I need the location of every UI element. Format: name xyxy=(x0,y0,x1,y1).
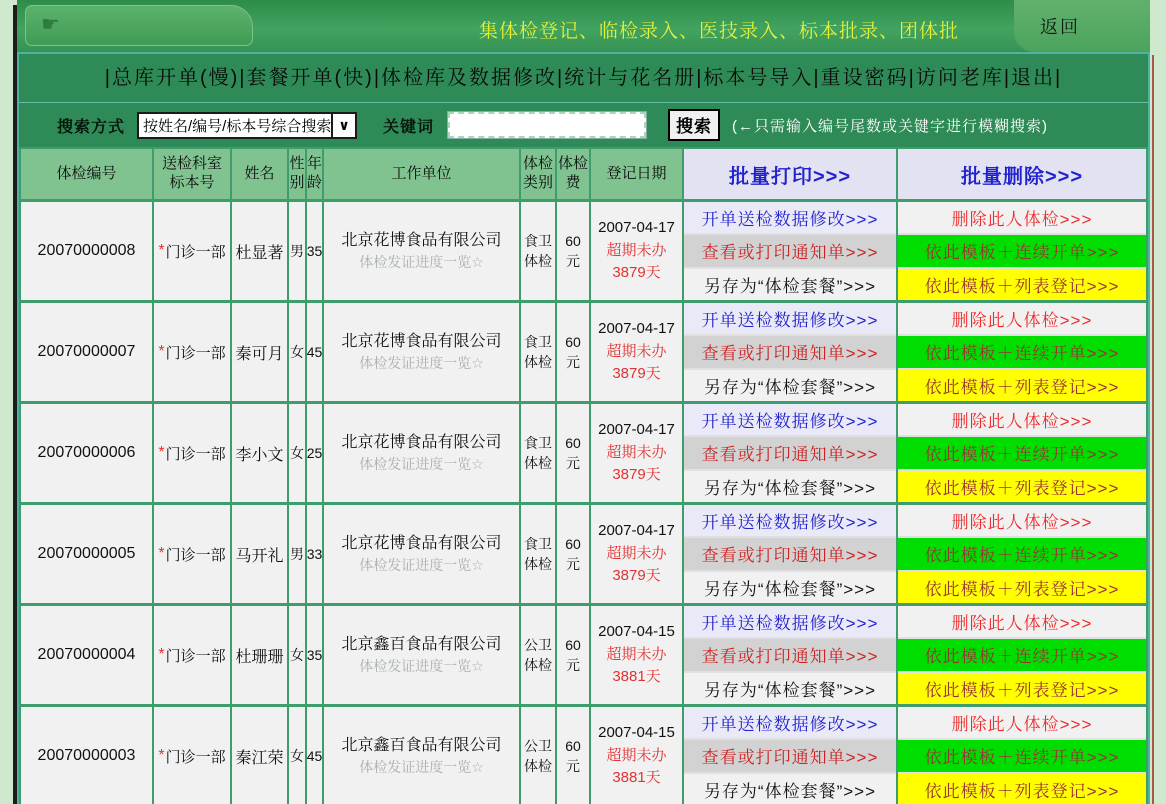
view-print-notice-button[interactable]: 查看或打印通知单>>> xyxy=(684,336,896,367)
header-type-line2: 类别 xyxy=(522,174,553,191)
delete-actions-cell xyxy=(898,404,1146,502)
exam-type-cell xyxy=(521,707,555,804)
required-asterisk: * xyxy=(158,444,165,461)
view-print-notice-button[interactable]: 查看或打印通知单>>> xyxy=(684,437,896,468)
exam-type-line2: 体检 xyxy=(524,657,552,673)
header-name: 姓名 xyxy=(232,149,287,199)
print-actions-cell xyxy=(684,303,896,401)
print-actions-cell xyxy=(684,202,896,300)
menu-item-1[interactable]: 总库开单(慢) xyxy=(111,67,240,89)
header-fee xyxy=(557,149,589,199)
exam-id-cell: 20070000007 xyxy=(21,303,152,401)
batch-print-button[interactable]: 批量打印>>> xyxy=(684,149,896,199)
keyword-label: 关键词 xyxy=(383,118,435,136)
template-list-register-button[interactable]: 依此模板＋列表登记>>> xyxy=(898,269,1146,300)
dept-value: 门诊一部 xyxy=(165,445,226,463)
window-tab xyxy=(25,5,253,46)
overdue-status: 超期未办 xyxy=(606,544,667,562)
company-name: 北京鑫百食品有限公司 xyxy=(341,737,502,755)
template-list-register-button[interactable]: 依此模板＋列表登记>>> xyxy=(898,370,1146,401)
back-button-area xyxy=(1014,0,1150,52)
company-cell xyxy=(324,606,519,704)
reg-date-cell xyxy=(591,303,682,401)
exam-type-cell xyxy=(521,202,555,300)
search-hint: (←只需输入编号尾数或关键字进行模糊搜索) xyxy=(732,117,1049,135)
exam-id-cell: 20070000008 xyxy=(21,202,152,300)
overdue-status: 超期未办 xyxy=(606,342,667,360)
exam-id-cell: 20070000005 xyxy=(21,505,152,603)
reg-date-value: 2007-04-15 xyxy=(598,724,675,742)
progress-link[interactable]: 体检发证进度一览☆ xyxy=(359,456,484,473)
fee-cell xyxy=(557,202,589,300)
dept-value: 门诊一部 xyxy=(165,546,226,564)
table-body xyxy=(21,202,1146,804)
template-continue-button[interactable]: 依此模板＋连续开单>>> xyxy=(898,336,1146,367)
reg-date-cell xyxy=(591,707,682,804)
menu-item-5[interactable]: 标本号导入 xyxy=(703,67,814,89)
header-fee-line2: 费 xyxy=(565,174,581,191)
fee-cell xyxy=(557,303,589,401)
view-print-notice-button[interactable]: 查看或打印通知单>>> xyxy=(684,639,896,670)
delete-actions-cell xyxy=(898,606,1146,704)
delete-person-button[interactable]: 删除此人体检>>> xyxy=(898,404,1146,435)
dept-cell xyxy=(154,505,230,603)
exam-type-line2: 体检 xyxy=(524,354,552,370)
edit-order-button[interactable]: 开单送检数据修改>>> xyxy=(684,606,896,637)
fee-amount: 60 xyxy=(565,737,581,754)
company-cell xyxy=(324,303,519,401)
dept-value: 门诊一部 xyxy=(165,647,226,665)
header-gender-line2: 别 xyxy=(289,174,305,191)
view-print-notice-button[interactable]: 查看或打印通知单>>> xyxy=(684,538,896,569)
exam-id-cell: 20070000004 xyxy=(21,606,152,704)
exam-type-line2: 体检 xyxy=(524,455,552,471)
fee-cell xyxy=(557,505,589,603)
reg-date-cell xyxy=(591,505,682,603)
exam-type-cell xyxy=(521,606,555,704)
gender-cell: 男 xyxy=(289,202,305,300)
company-name: 北京鑫百食品有限公司 xyxy=(341,636,502,654)
age-cell: 25 xyxy=(307,404,322,502)
exam-type-line1: 食卫 xyxy=(524,535,552,552)
header-dept-specimen xyxy=(154,149,230,199)
save-as-package-button[interactable]: 另存为“体检套餐”>>> xyxy=(684,269,896,300)
search-button[interactable]: 搜索 xyxy=(668,109,720,141)
template-continue-button[interactable]: 依此模板＋连续开单>>> xyxy=(898,639,1146,670)
delete-person-button[interactable]: 删除此人体检>>> xyxy=(898,707,1146,738)
app-window xyxy=(17,0,1150,804)
overdue-days: 3879天 xyxy=(612,567,661,585)
exam-type-cell xyxy=(521,404,555,502)
top-bar xyxy=(17,0,1150,52)
reg-date-value: 2007-04-17 xyxy=(598,421,675,439)
menu-item-7[interactable]: 访问老库 xyxy=(915,67,1004,89)
fee-unit: 元 xyxy=(566,253,580,269)
header-fee-line1: 体检 xyxy=(557,155,588,173)
overdue-status: 超期未办 xyxy=(606,241,667,259)
required-asterisk: * xyxy=(158,343,165,360)
header-dept-line1: 送检科室 xyxy=(161,155,222,173)
progress-link[interactable]: 体检发证进度一览☆ xyxy=(359,557,484,574)
table-row xyxy=(21,606,1146,704)
template-list-register-button[interactable]: 依此模板＋列表登记>>> xyxy=(898,774,1146,804)
right-border-line xyxy=(1152,55,1154,804)
delete-actions-cell xyxy=(898,505,1146,603)
edit-order-button[interactable]: 开单送检数据修改>>> xyxy=(684,707,896,738)
age-cell: 45 xyxy=(307,303,322,401)
reg-date-value: 2007-04-17 xyxy=(598,522,675,540)
reg-date-value: 2007-04-17 xyxy=(598,320,675,338)
name-cell: 马开礼 xyxy=(232,505,287,603)
progress-link[interactable]: 体检发证进度一览☆ xyxy=(359,759,484,776)
fee-amount: 60 xyxy=(565,535,581,552)
progress-link[interactable]: 体检发证进度一览☆ xyxy=(359,355,484,372)
exam-type-line1: 食卫 xyxy=(524,333,552,350)
header-dept-line2: 标本号 xyxy=(169,174,215,191)
fee-amount: 60 xyxy=(565,232,581,249)
delete-actions-cell xyxy=(898,303,1146,401)
edit-order-button[interactable]: 开单送检数据修改>>> xyxy=(684,303,896,334)
menu-item-6[interactable]: 重设密码 xyxy=(820,67,909,89)
overdue-status: 超期未办 xyxy=(606,645,667,663)
exam-type-line2: 体检 xyxy=(524,556,552,572)
delete-person-button[interactable]: 删除此人体检>>> xyxy=(898,606,1146,637)
fee-unit: 元 xyxy=(566,657,580,673)
gender-cell: 女 xyxy=(289,606,305,704)
company-cell xyxy=(324,707,519,804)
fee-amount: 60 xyxy=(565,434,581,451)
fee-amount: 60 xyxy=(565,333,581,350)
dept-cell xyxy=(154,202,230,300)
edit-order-button[interactable]: 开单送检数据修改>>> xyxy=(684,505,896,536)
menu-item-4[interactable]: 统计与花名册 xyxy=(564,67,697,89)
dept-value: 门诊一部 xyxy=(165,344,226,362)
dept-cell xyxy=(154,606,230,704)
exam-id-cell: 20070000003 xyxy=(21,707,152,804)
view-print-notice-button[interactable]: 查看或打印通知单>>> xyxy=(684,740,896,771)
required-asterisk: * xyxy=(158,646,165,663)
header-reg-date: 登记日期 xyxy=(591,149,682,199)
page-title: 集体检登记、临检录入、医技录入、标本批录、团体批 xyxy=(479,21,960,42)
search-mode-label: 搜索方式 xyxy=(57,118,126,136)
name-cell: 李小文 xyxy=(232,404,287,502)
exam-id-cell: 20070000006 xyxy=(21,404,152,502)
fee-cell xyxy=(557,606,589,704)
dept-cell xyxy=(154,707,230,804)
gender-cell: 男 xyxy=(289,505,305,603)
batch-delete-button[interactable]: 批量删除>>> xyxy=(898,149,1146,199)
header-company: 工作单位 xyxy=(324,149,519,199)
header-gender-line1: 性 xyxy=(289,155,305,173)
fee-unit: 元 xyxy=(566,758,580,774)
fee-cell xyxy=(557,707,589,804)
view-print-notice-button[interactable]: 查看或打印通知单>>> xyxy=(684,235,896,266)
template-list-register-button[interactable]: 依此模板＋列表登记>>> xyxy=(898,471,1146,502)
header-age-line1: 年 xyxy=(307,155,323,173)
fee-unit: 元 xyxy=(566,354,580,370)
exam-type-cell xyxy=(521,303,555,401)
menu-item-8[interactable]: 退出 xyxy=(1011,67,1056,89)
save-as-package-button[interactable]: 另存为“体检套餐”>>> xyxy=(684,673,896,704)
delete-person-button[interactable]: 删除此人体检>>> xyxy=(898,303,1146,334)
progress-link[interactable]: 体检发证进度一览☆ xyxy=(359,254,484,271)
table-row xyxy=(21,202,1146,300)
fee-amount: 60 xyxy=(565,636,581,653)
dept-cell xyxy=(154,404,230,502)
name-cell: 秦江荣 xyxy=(232,707,287,804)
table-row xyxy=(21,707,1146,804)
header-exam-type xyxy=(521,149,555,199)
print-actions-cell xyxy=(684,505,896,603)
delete-actions-cell xyxy=(898,707,1146,804)
required-asterisk: * xyxy=(158,545,165,562)
overdue-status: 超期未办 xyxy=(606,443,667,461)
reg-date-value: 2007-04-17 xyxy=(598,219,675,237)
company-name: 北京花博食品有限公司 xyxy=(341,333,502,351)
company-cell xyxy=(324,404,519,502)
header-age xyxy=(307,149,322,199)
template-continue-button[interactable]: 依此模板＋连续开单>>> xyxy=(898,235,1146,266)
reg-date-cell xyxy=(591,404,682,502)
edit-order-button[interactable]: 开单送检数据修改>>> xyxy=(684,404,896,435)
reg-date-cell xyxy=(591,202,682,300)
table-row xyxy=(21,303,1146,401)
print-actions-cell xyxy=(684,606,896,704)
required-asterisk: * xyxy=(158,242,165,259)
table-row xyxy=(21,404,1146,502)
name-cell: 杜显著 xyxy=(232,202,287,300)
dropdown-arrow-icon[interactable]: ∨ xyxy=(331,114,355,137)
overdue-days: 3881天 xyxy=(612,668,661,686)
print-actions-cell xyxy=(684,404,896,502)
company-name: 北京花博食品有限公司 xyxy=(341,434,502,452)
main-panel xyxy=(17,52,1150,804)
overdue-days: 3879天 xyxy=(612,264,661,282)
exam-type-line2: 体检 xyxy=(524,253,552,269)
company-cell xyxy=(324,505,519,603)
exam-type-line1: 公卫 xyxy=(524,636,552,653)
company-cell xyxy=(324,202,519,300)
save-as-package-button[interactable]: 另存为“体检套餐”>>> xyxy=(684,471,896,502)
print-actions-cell xyxy=(684,707,896,804)
table-row xyxy=(21,505,1146,603)
hand-pointer-icon: ☛ xyxy=(41,13,60,36)
dept-value: 门诊一部 xyxy=(165,748,226,766)
header-gender xyxy=(289,149,305,199)
save-as-package-button[interactable]: 另存为“体检套餐”>>> xyxy=(684,774,896,804)
reg-date-value: 2007-04-15 xyxy=(598,623,675,641)
menu-item-3[interactable]: 体检库及数据修改 xyxy=(381,67,558,89)
header-type-line1: 体检 xyxy=(522,155,553,173)
menu-item-2[interactable]: 套餐开单(快) xyxy=(246,67,374,89)
company-name: 北京花博食品有限公司 xyxy=(341,232,502,250)
fee-unit: 元 xyxy=(566,556,580,572)
dept-cell xyxy=(154,303,230,401)
fee-cell xyxy=(557,404,589,502)
gender-cell: 女 xyxy=(289,404,305,502)
name-cell: 杜珊珊 xyxy=(232,606,287,704)
records-table xyxy=(19,147,1148,804)
search-mode-value: 按姓名/编号/标本号综合搜索 xyxy=(143,117,332,135)
gender-cell: 女 xyxy=(289,707,305,804)
template-continue-button[interactable]: 依此模板＋连续开单>>> xyxy=(898,740,1146,771)
overdue-days: 3879天 xyxy=(612,466,661,484)
age-cell: 33 xyxy=(307,505,322,603)
table-header-row xyxy=(21,149,1146,199)
template-list-register-button[interactable]: 依此模板＋列表登记>>> xyxy=(898,673,1146,704)
name-cell: 秦可月 xyxy=(232,303,287,401)
menu-bar: |总库开单(慢)|套餐开单(快)|体检库及数据修改|统计与花名册|标本号导入|重设密码|访问老库|退出| xyxy=(104,67,1063,89)
template-continue-button[interactable]: 依此模板＋连续开单>>> xyxy=(898,437,1146,468)
age-cell: 45 xyxy=(307,707,322,804)
header-age-line2: 龄 xyxy=(307,174,323,191)
age-cell: 35 xyxy=(307,202,322,300)
gender-cell: 女 xyxy=(289,303,305,401)
exam-type-line1: 公卫 xyxy=(524,737,552,754)
keyword-input[interactable] xyxy=(448,112,646,138)
required-asterisk: * xyxy=(158,747,165,764)
overdue-status: 超期未办 xyxy=(606,746,667,764)
template-list-register-button[interactable]: 依此模板＋列表登记>>> xyxy=(898,572,1146,603)
save-as-package-button[interactable]: 另存为“体检套餐”>>> xyxy=(684,370,896,401)
exam-type-line2: 体检 xyxy=(524,758,552,774)
exam-type-line1: 食卫 xyxy=(524,434,552,451)
company-name: 北京花博食品有限公司 xyxy=(341,535,502,553)
delete-actions-cell xyxy=(898,202,1146,300)
save-as-package-button[interactable]: 另存为“体检套餐”>>> xyxy=(684,572,896,603)
overdue-days: 3879天 xyxy=(612,365,661,383)
search-bar xyxy=(19,102,1148,147)
delete-person-button[interactable]: 删除此人体检>>> xyxy=(898,202,1146,233)
header-exam-id: 体检编号 xyxy=(21,149,152,199)
progress-link[interactable]: 体检发证进度一览☆ xyxy=(359,658,484,675)
exam-type-cell xyxy=(521,505,555,603)
delete-person-button[interactable]: 删除此人体检>>> xyxy=(898,505,1146,536)
reg-date-cell xyxy=(591,606,682,704)
exam-type-line1: 食卫 xyxy=(524,232,552,249)
age-cell: 35 xyxy=(307,606,322,704)
dept-value: 门诊一部 xyxy=(165,243,226,261)
template-continue-button[interactable]: 依此模板＋连续开单>>> xyxy=(898,538,1146,569)
edit-order-button[interactable]: 开单送检数据修改>>> xyxy=(684,202,896,233)
overdue-days: 3881天 xyxy=(612,769,661,787)
fee-unit: 元 xyxy=(566,455,580,471)
search-mode-select[interactable] xyxy=(137,112,357,139)
back-button[interactable]: 返回 xyxy=(1040,17,1080,37)
